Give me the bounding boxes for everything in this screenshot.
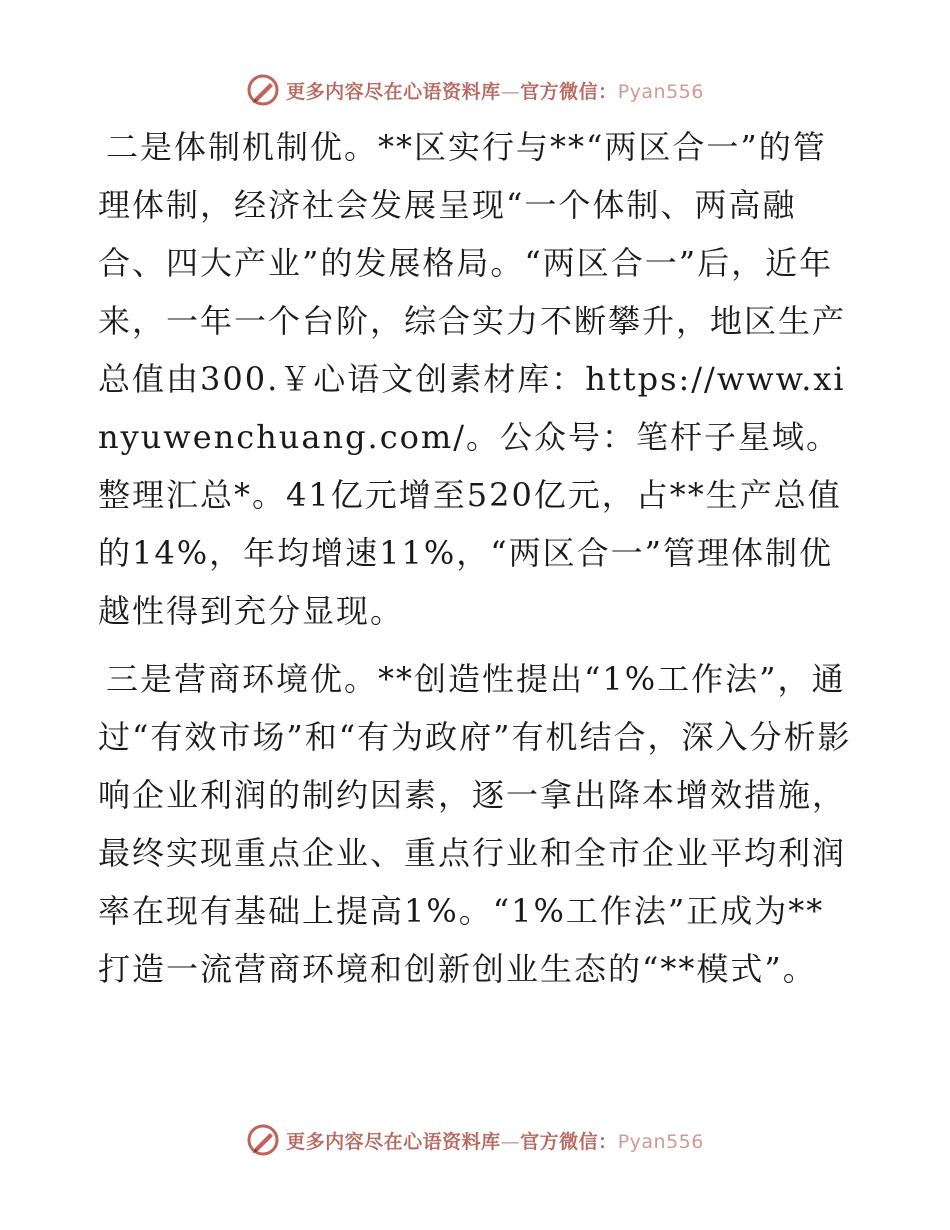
pen-logo-icon [246, 73, 280, 107]
banner-dash: — [500, 1130, 521, 1153]
banner-main-text: 更多内容尽在心语资料库 [286, 80, 501, 103]
banner-account: Pyan556 [617, 80, 704, 103]
paragraph-system: 二是体制机制优。**区实行与**“两区合一”的管理体制，经济社会发展呈现“一个体制、两高融合、四大产业”的发展格局。“两区合一”后，近年来，一年一个台阶，综合实力不断攀升，地区生产总值由300.￥心语文创素材库：https://www.xinyuwenchuang.com/。公众号：笔杆子星域。整理汇总*。41亿元增至520亿元，占**生产总值的14%，年均增速11%，“两区合一”管理体制优越性得到充分显现。 [98, 128, 847, 630]
document-body [98, 118, 858, 1008]
banner-main-text: 更多内容尽在心语资料库 [286, 1130, 501, 1153]
header-banner [0, 70, 950, 110]
footer-banner [0, 1120, 950, 1160]
banner-sub-text: 官方微信： [520, 80, 618, 103]
banner-text [286, 1127, 704, 1154]
banner-dash: — [500, 80, 521, 103]
banner-account: Pyan556 [617, 1130, 704, 1153]
paragraph-business-environment: 三是营商环境优。**创造性提出“1%工作法”，通过“有效市场”和“有为政府”有机结合，深入分析影响企业利润的制约因素，逐一拿出降本增效措施，最终实现重点企业、重点行业和全市企业平均利润率在现有基础上提高1%。“1%工作法”正成为**打造一流营商环境和创新创业生态的“**模式”。 [98, 660, 852, 988]
banner-sub-text: 官方微信： [520, 1130, 618, 1153]
pen-logo-icon [246, 1123, 280, 1157]
banner-text [286, 77, 704, 104]
